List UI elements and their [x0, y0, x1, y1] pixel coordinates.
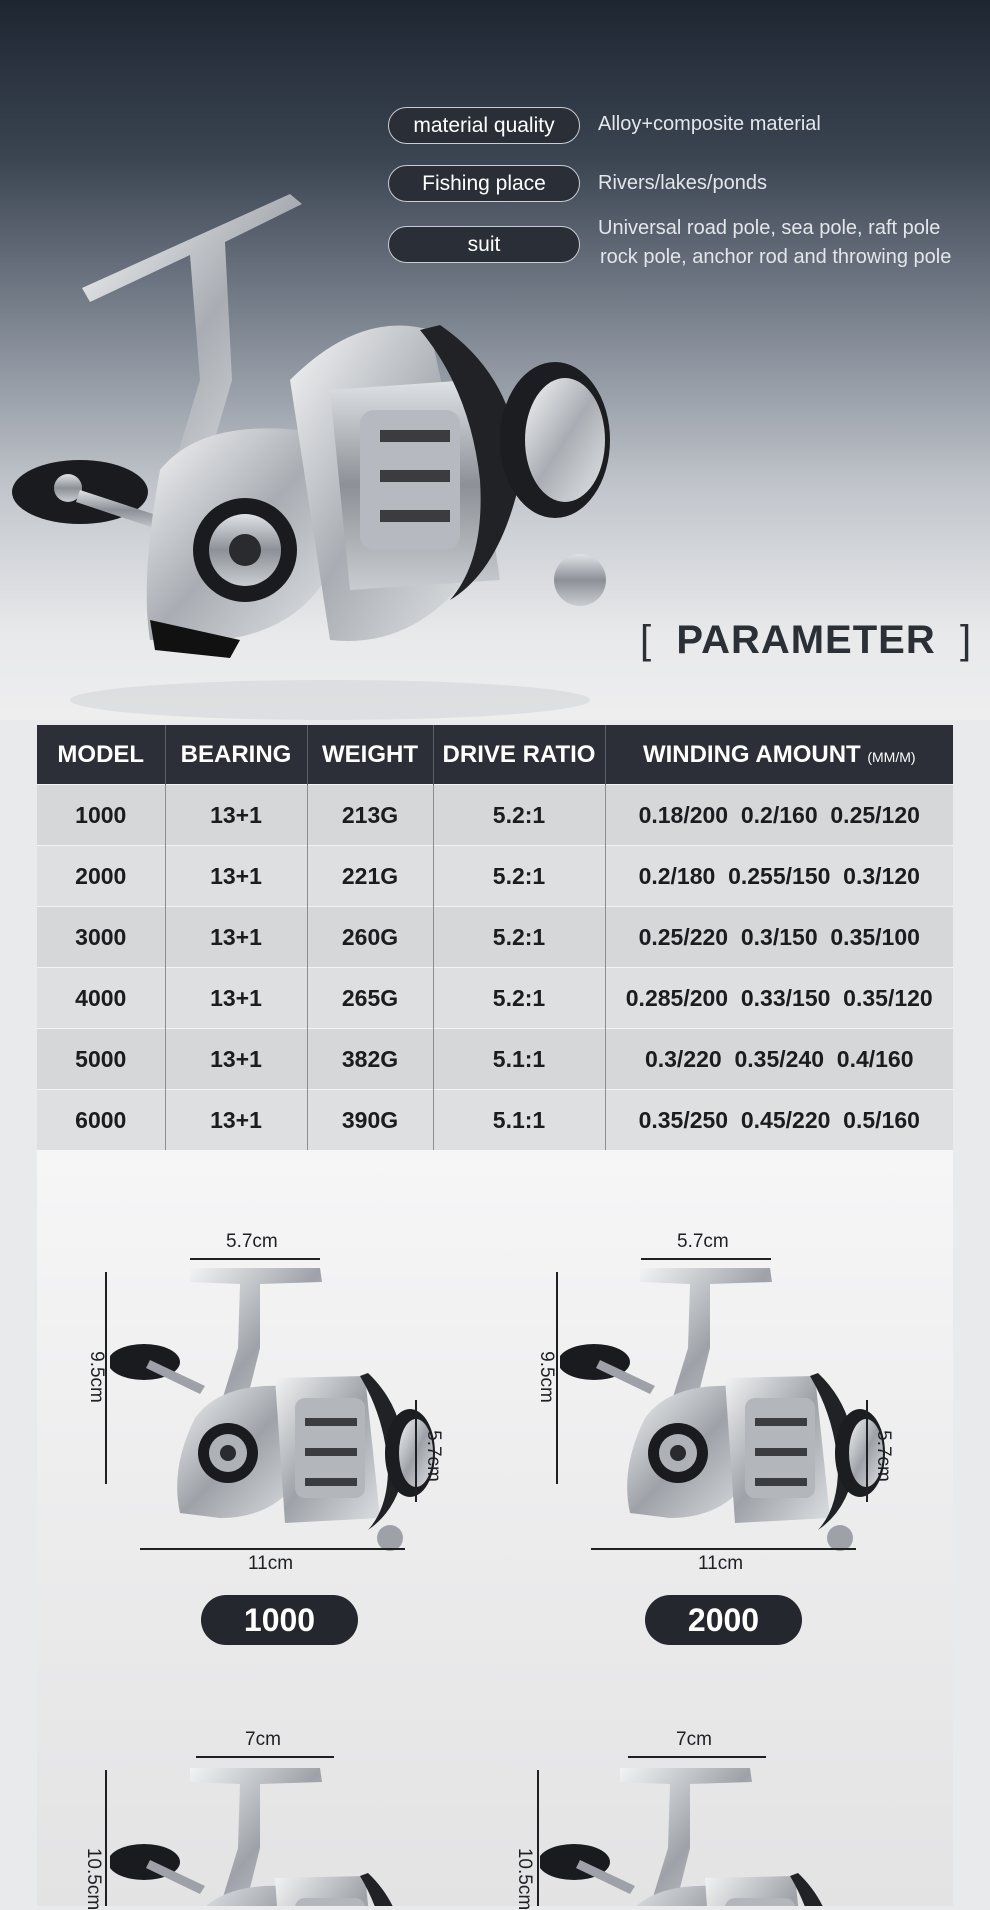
table-row	[37, 846, 953, 907]
cell-weight: 213G	[307, 785, 433, 846]
cell-bearing: 13+1	[165, 968, 307, 1029]
header-bearing: BEARING	[165, 725, 307, 785]
parameter-title: [ PARAMETER ]	[640, 618, 973, 662]
cell-drive-ratio: 5.1:1	[433, 1029, 605, 1090]
model-2000-badge: 2000	[645, 1595, 802, 1645]
model-1000-top-dim: 5.7cm	[226, 1231, 278, 1252]
table-row	[37, 907, 953, 968]
cell-bearing: 13+1	[165, 846, 307, 907]
parameter-table	[37, 725, 953, 1150]
cell-model: 5000	[37, 1029, 165, 1090]
header-drive-ratio: DRIVE RATIO	[433, 725, 605, 785]
cell-drive-ratio: 5.2:1	[433, 907, 605, 968]
model-1000-badge: 1000	[201, 1595, 358, 1645]
model-1000-width-dim: 11cm	[248, 1553, 294, 1574]
cell-model: 3000	[37, 907, 165, 968]
material-quality-pill: material quality	[388, 107, 580, 144]
header-model: MODEL	[37, 725, 165, 785]
cell-drive-ratio: 5.2:1	[433, 968, 605, 1029]
model-2000-width-dim: 11cm	[698, 1553, 744, 1574]
cell-drive-ratio: 5.2:1	[433, 785, 605, 846]
model-1000-height-dim: 9.5cm	[85, 1351, 107, 1403]
cell-drive-ratio: 5.1:1	[433, 1090, 605, 1151]
table-row	[37, 1029, 953, 1090]
table-row	[37, 968, 953, 1029]
fishing-place-value: Rivers/lakes/ponds	[598, 172, 767, 194]
suit-pill: suit	[388, 226, 580, 263]
cell-winding: 0.25/220 0.3/150 0.35/100	[605, 907, 953, 968]
model-4000-top-dim: 7cm	[676, 1729, 712, 1750]
cell-model: 4000	[37, 968, 165, 1029]
reel-4000-image	[540, 1768, 870, 1906]
fishing-place-pill: Fishing place	[388, 165, 580, 202]
cell-bearing: 13+1	[165, 785, 307, 846]
cell-winding: 0.285/200 0.33/150 0.35/120	[605, 968, 953, 1029]
table-header-row	[37, 725, 953, 785]
cell-bearing: 13+1	[165, 907, 307, 968]
header-weight: WEIGHT	[307, 725, 433, 785]
cell-bearing: 13+1	[165, 1090, 307, 1151]
cell-bearing: 13+1	[165, 1029, 307, 1090]
reel-3000-image	[110, 1768, 440, 1906]
reel-2000-image	[560, 1268, 890, 1558]
cell-weight: 265G	[307, 968, 433, 1029]
material-quality-value: Alloy+composite material	[598, 113, 821, 135]
cell-weight: 390G	[307, 1090, 433, 1151]
cell-winding: 0.2/180 0.255/150 0.3/120	[605, 846, 953, 907]
cell-model: 1000	[37, 785, 165, 846]
cell-model: 2000	[37, 846, 165, 907]
suit-value-line1: Universal road pole, sea pole, raft pole	[598, 217, 941, 239]
cell-weight: 260G	[307, 907, 433, 968]
model-2000-height-dim: 9.5cm	[535, 1351, 557, 1403]
model-3000-height-dim: 10.5cm	[83, 1847, 105, 1910]
cell-winding: 0.18/200 0.2/160 0.25/120	[605, 785, 953, 846]
reel-1000-image	[110, 1268, 440, 1558]
cell-weight: 221G	[307, 846, 433, 907]
model-4000-height-dim: 10.5cm	[514, 1847, 536, 1910]
cell-winding: 0.35/250 0.45/220 0.5/160	[605, 1090, 953, 1151]
model-1000-spool-dim: 5.7cm	[422, 1430, 444, 1482]
cell-model: 6000	[37, 1090, 165, 1151]
cell-drive-ratio: 5.2:1	[433, 846, 605, 907]
table-row	[37, 1090, 953, 1151]
cell-winding: 0.3/220 0.35/240 0.4/160	[605, 1029, 953, 1090]
model-3000-top-dim: 7cm	[245, 1729, 281, 1750]
table-row	[37, 785, 953, 846]
model-2000-spool-dim: 5.7cm	[872, 1430, 894, 1482]
cell-weight: 382G	[307, 1029, 433, 1090]
model-2000-top-dim: 5.7cm	[677, 1231, 729, 1252]
header-winding-amount: WINDING AMOUNT (MM/M)	[605, 725, 953, 785]
hero-section	[0, 0, 990, 720]
suit-value-line2: rock pole, anchor rod and throwing pole	[600, 246, 952, 268]
